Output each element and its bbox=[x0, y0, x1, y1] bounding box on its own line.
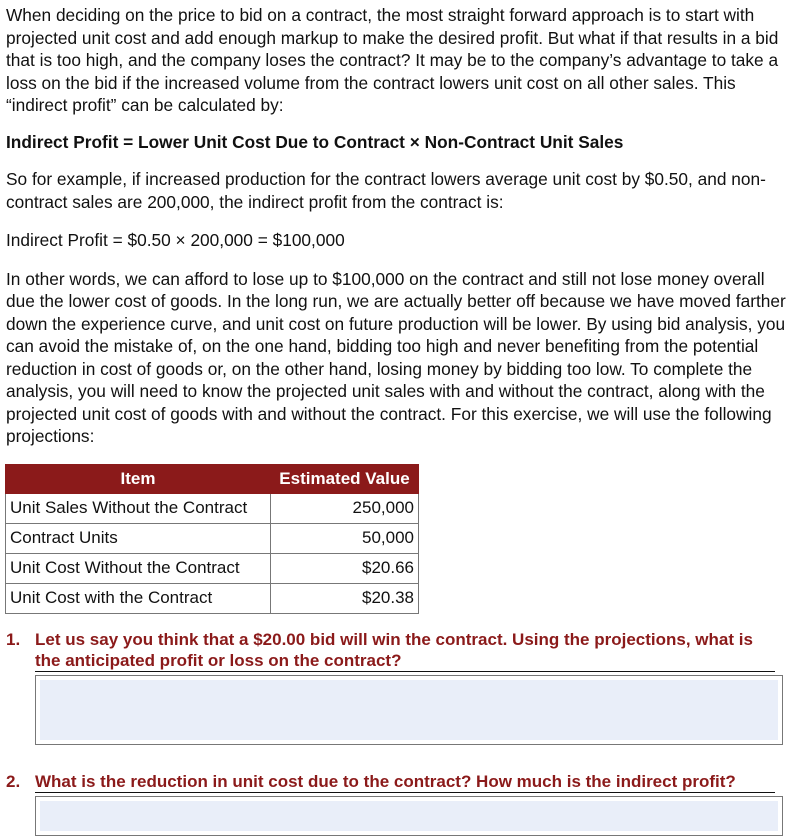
formula: Indirect Profit = Lower Unit Cost Due to Contract × Non-Contract Unit Sales bbox=[6, 131, 624, 152]
row-item: Unit Cost with the Contract bbox=[6, 583, 271, 613]
row-item: Unit Sales Without the Contract bbox=[6, 493, 271, 523]
row-item: Unit Cost Without the Contract bbox=[6, 553, 271, 583]
table-row bbox=[6, 583, 419, 613]
header-item: Item bbox=[6, 464, 271, 493]
row-value: $20.66 bbox=[271, 553, 419, 583]
table-row bbox=[6, 553, 419, 583]
example-intro: So for example, if increased production for the contract lowers average unit cost by $0.50, and non-contract sales are 200,000, the indirect profit from the contract is: bbox=[6, 169, 766, 212]
table-row bbox=[6, 493, 419, 523]
header-estimated-value: Estimated Value bbox=[271, 464, 419, 493]
answer-1-field[interactable] bbox=[35, 675, 783, 745]
answer-2-input[interactable] bbox=[40, 801, 778, 831]
answer-2-field[interactable] bbox=[35, 796, 783, 836]
answer-1-input[interactable] bbox=[40, 680, 778, 740]
table-header-row bbox=[6, 464, 419, 493]
question-2-text: What is the reduction in unit cost due to the contract? How much is the indirect profit? bbox=[35, 771, 775, 793]
question-1-number: 1. bbox=[6, 629, 21, 649]
row-value: 250,000 bbox=[271, 493, 419, 523]
intro-paragraph: When deciding on the price to bid on a contract, the most straight forward approach is to start with projected unit cost and add enough markup to make the desired profit. But what if that results in a bid that is too high, and the company loses the contract? It may be to the company’s advantage to take a loss on the bid if the increased volume from the contract lowers unit cost on all other sales. This “indirect profit” can be calculated by: bbox=[6, 5, 779, 115]
question-2-number: 2. bbox=[6, 771, 21, 791]
question-1 bbox=[6, 629, 790, 672]
table-row bbox=[6, 523, 419, 553]
example-calc: Indirect Profit = $0.50 × 200,000 = $100,000 bbox=[6, 230, 345, 250]
row-value: $20.38 bbox=[271, 583, 419, 613]
question-2 bbox=[6, 771, 790, 793]
question-1-text: Let us say you think that a $20.00 bid will win the contract. Using the projections, what is the anticipated profit or loss on the contract? bbox=[35, 629, 775, 672]
row-item: Contract Units bbox=[6, 523, 271, 553]
row-value: 50,000 bbox=[271, 523, 419, 553]
projections-table bbox=[5, 464, 419, 614]
document bbox=[6, 4, 790, 836]
explanation-paragraph: In other words, we can afford to lose up to $100,000 on the contract and still not lose money overall due the lower cost of goods. In the long run, we are actually better off because we have moved farther down the experience curve, and unit cost on future production will be lower. By using bid analysis, you can avoid the mistake of, on the one hand, bidding too high and never benefiting from the potential reduction in cost of goods or, on the other hand, losing money by bidding too low. To complete the analysis, you will need to know the projected unit sales with and without the contract, along with the projected unit cost of goods with and without the contract. For this exercise, we will use the following projections: bbox=[6, 268, 786, 446]
